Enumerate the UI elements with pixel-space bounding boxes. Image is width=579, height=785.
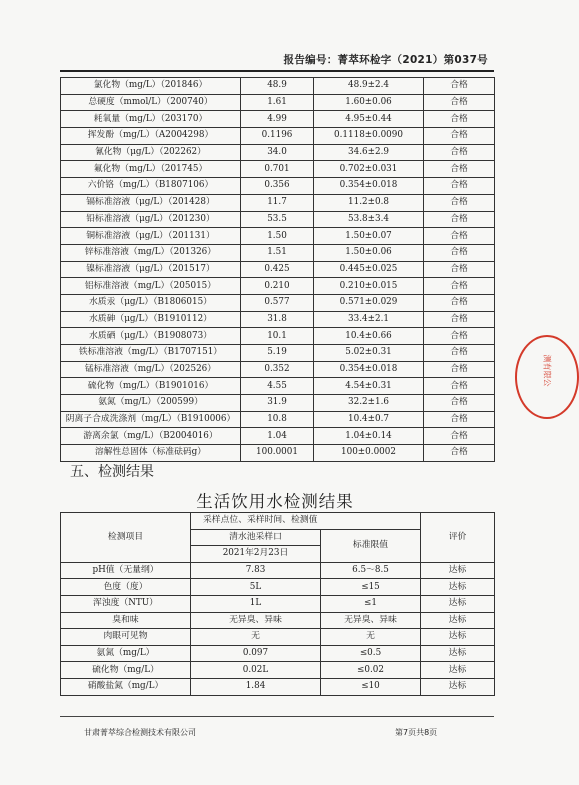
qc-item: 六价铬（mg/L）（B1807106）	[61, 178, 241, 195]
result-limit: 无异臭、异味	[321, 612, 421, 629]
qc-standard: 1.50±0.06	[314, 244, 424, 261]
qc-result: 合格	[424, 161, 495, 178]
qc-row	[61, 78, 495, 95]
result-eval: 达标	[421, 662, 495, 679]
qc-item: 镉标准溶液（μg/L）（201428）	[61, 194, 241, 211]
qc-item: 铅标准溶液（μg/L）（201230）	[61, 211, 241, 228]
qc-result: 合格	[424, 278, 495, 295]
qc-standard: 0.354±0.018	[314, 178, 424, 195]
company-name: 甘肃菁萃综合检测技术有限公司	[84, 728, 196, 737]
qc-row	[61, 445, 495, 462]
qc-row	[61, 411, 495, 428]
page-number: 第7页共8页	[395, 728, 438, 737]
results-table-title: 生活饮用水检测结果	[196, 492, 354, 511]
result-value: 0.097	[191, 645, 321, 662]
qc-result: 合格	[424, 228, 495, 245]
qc-result: 合格	[424, 111, 495, 128]
qc-row	[61, 278, 495, 295]
qc-standard: 100±0.0002	[314, 445, 424, 462]
qc-standard: 53.8±3.4	[314, 211, 424, 228]
qc-measured: 0.356	[241, 178, 314, 195]
result-limit: 6.5～8.5	[321, 562, 421, 579]
qc-row	[61, 128, 495, 145]
qc-measured: 31.9	[241, 395, 314, 412]
qc-measured: 1.61	[241, 94, 314, 111]
qc-result: 合格	[424, 378, 495, 395]
result-eval: 达标	[421, 562, 495, 579]
result-value: 7.83	[191, 562, 321, 579]
result-row	[61, 645, 495, 662]
qc-standard: 0.354±0.018	[314, 361, 424, 378]
qc-item: 耗氧量（mg/L）（203170）	[61, 111, 241, 128]
result-value: 5L	[191, 579, 321, 596]
qc-measured: 0.701	[241, 161, 314, 178]
qc-measured: 10.8	[241, 411, 314, 428]
result-value: 无	[191, 629, 321, 646]
result-item: 浑浊度（NTU）	[61, 595, 191, 612]
qc-measured: 0.1196	[241, 128, 314, 145]
result-row	[61, 629, 495, 646]
company-seal	[515, 335, 579, 419]
result-eval: 达标	[421, 629, 495, 646]
qc-result: 合格	[424, 395, 495, 412]
result-item: 硫化物（mg/L）	[61, 662, 191, 679]
result-value: 1L	[191, 595, 321, 612]
qc-result: 合格	[424, 194, 495, 211]
header-sampling: 采样点位、采样时间、检测值	[191, 513, 421, 530]
qc-standard: 5.02±0.31	[314, 345, 424, 362]
result-row	[61, 612, 495, 629]
result-item: 硝酸盐氮（mg/L）	[61, 678, 191, 695]
qc-result: 合格	[424, 428, 495, 445]
result-limit: ≤15	[321, 579, 421, 596]
result-limit: 无	[321, 629, 421, 646]
result-row	[61, 678, 495, 695]
qc-standard: 1.04±0.14	[314, 428, 424, 445]
quality-control-table	[60, 77, 495, 462]
qc-result: 合格	[424, 94, 495, 111]
qc-result: 合格	[424, 78, 495, 95]
qc-item: 氯化物（mg/L）（201846）	[61, 78, 241, 95]
qc-item: 锰标准溶液（mg/L）（202526）	[61, 361, 241, 378]
header-date: 2021年2月23日	[191, 546, 321, 563]
result-item: 氨氮（mg/L）	[61, 645, 191, 662]
qc-measured: 31.8	[241, 311, 314, 328]
qc-measured: 10.1	[241, 328, 314, 345]
qc-measured: 4.99	[241, 111, 314, 128]
report-number: 报告编号：菁萃环检字（2021）第037号	[283, 54, 488, 66]
qc-measured: 1.04	[241, 428, 314, 445]
qc-row	[61, 345, 495, 362]
header-limit-cell: 标准限值	[321, 529, 421, 562]
qc-standard: 4.54±0.31	[314, 378, 424, 395]
qc-item: 水质硒（μg/L）（B1908073）	[61, 328, 241, 345]
qc-result: 合格	[424, 445, 495, 462]
qc-result: 合格	[424, 244, 495, 261]
qc-result: 合格	[424, 311, 495, 328]
qc-standard: 1.50±0.07	[314, 228, 424, 245]
qc-row	[61, 161, 495, 178]
qc-standard: 11.2±0.8	[314, 194, 424, 211]
qc-row	[61, 328, 495, 345]
seal-text: 测有限公	[542, 354, 552, 387]
header-rule	[60, 70, 494, 72]
qc-row	[61, 111, 495, 128]
qc-standard: 0.571±0.029	[314, 294, 424, 311]
qc-measured: 0.425	[241, 261, 314, 278]
qc-row	[61, 211, 495, 228]
qc-item: 锌标准溶液（mg/L）（201326）	[61, 244, 241, 261]
qc-row	[61, 428, 495, 445]
result-row	[61, 595, 495, 612]
qc-item: 镍标准溶液（μg/L）（201517）	[61, 261, 241, 278]
header-site: 清水池采样口	[191, 529, 321, 546]
qc-item: 氨氮（mg/L）（200599）	[61, 395, 241, 412]
result-item: 色度（度）	[61, 579, 191, 596]
result-row	[61, 562, 495, 579]
qc-result: 合格	[424, 361, 495, 378]
result-item: 臭和味	[61, 612, 191, 629]
result-limit: ≤0.02	[321, 662, 421, 679]
result-eval: 达标	[421, 645, 495, 662]
qc-standard: 0.445±0.025	[314, 261, 424, 278]
qc-standard: 0.1118±0.0090	[314, 128, 424, 145]
qc-item: 挥发酚（mg/L）（A2004298）	[61, 128, 241, 145]
qc-row	[61, 194, 495, 211]
qc-measured: 11.7	[241, 194, 314, 211]
qc-measured: 0.210	[241, 278, 314, 295]
qc-item: 铝标准溶液（mg/L）（205015）	[61, 278, 241, 295]
qc-measured: 34.0	[241, 144, 314, 161]
qc-row	[61, 244, 495, 261]
qc-row	[61, 311, 495, 328]
qc-measured: 4.55	[241, 378, 314, 395]
results-table	[60, 512, 495, 696]
qc-result: 合格	[424, 144, 495, 161]
qc-item: 硫化物（mg/L）（B1901016）	[61, 378, 241, 395]
qc-standard: 32.2±1.6	[314, 395, 424, 412]
qc-item: 溶解性总固体（标准砝码g）	[61, 445, 241, 462]
qc-row	[61, 94, 495, 111]
header-item: 检测项目	[61, 513, 191, 563]
result-eval: 达标	[421, 678, 495, 695]
qc-item: 氰化物（μg/L）（202262）	[61, 144, 241, 161]
qc-measured: 100.0001	[241, 445, 314, 462]
qc-row	[61, 294, 495, 311]
result-item: 肉眼可见物	[61, 629, 191, 646]
header-eval: 评价	[421, 513, 495, 563]
qc-standard: 0.210±0.015	[314, 278, 424, 295]
qc-row	[61, 144, 495, 161]
qc-measured: 0.352	[241, 361, 314, 378]
qc-row	[61, 378, 495, 395]
result-limit: ≤10	[321, 678, 421, 695]
qc-item: 水质汞（μg/L）（B1806015）	[61, 294, 241, 311]
qc-standard: 10.4±0.7	[314, 411, 424, 428]
result-eval: 达标	[421, 612, 495, 629]
result-row	[61, 579, 495, 596]
qc-standard: 1.60±0.06	[314, 94, 424, 111]
qc-measured: 5.19	[241, 345, 314, 362]
qc-item: 氟化物（mg/L）（201745）	[61, 161, 241, 178]
qc-measured: 1.50	[241, 228, 314, 245]
result-value: 1.84	[191, 678, 321, 695]
qc-measured: 0.577	[241, 294, 314, 311]
qc-result: 合格	[424, 328, 495, 345]
qc-item: 游离余氯（mg/L）（B2004016）	[61, 428, 241, 445]
qc-item: 总硬度（mmol/L）（200740）	[61, 94, 241, 111]
qc-standard: 10.4±0.66	[314, 328, 424, 345]
footer-rule	[60, 716, 494, 717]
qc-item: 铜标准溶液（μg/L）（201131）	[61, 228, 241, 245]
qc-row	[61, 178, 495, 195]
result-value: 0.02L	[191, 662, 321, 679]
qc-result: 合格	[424, 178, 495, 195]
result-value: 无异臭、异味	[191, 612, 321, 629]
qc-result: 合格	[424, 261, 495, 278]
qc-measured: 53.5	[241, 211, 314, 228]
qc-standard: 34.6±2.9	[314, 144, 424, 161]
qc-item: 水质砷（μg/L）（B1910112）	[61, 311, 241, 328]
qc-result: 合格	[424, 345, 495, 362]
qc-row	[61, 261, 495, 278]
qc-row	[61, 361, 495, 378]
qc-result: 合格	[424, 411, 495, 428]
result-eval: 达标	[421, 595, 495, 612]
section-heading: 五、检测结果	[70, 464, 154, 480]
qc-item: 阴离子合成洗涤剂（mg/L）（B1910006）	[61, 411, 241, 428]
qc-result: 合格	[424, 294, 495, 311]
qc-result: 合格	[424, 211, 495, 228]
result-limit: ≤1	[321, 595, 421, 612]
qc-standard: 33.4±2.1	[314, 311, 424, 328]
qc-standard: 4.95±0.44	[314, 111, 424, 128]
qc-measured: 48.9	[241, 78, 314, 95]
qc-measured: 1.51	[241, 244, 314, 261]
qc-result: 合格	[424, 128, 495, 145]
qc-item: 铁标准溶液（mg/L）（B1707151）	[61, 345, 241, 362]
qc-standard: 0.702±0.031	[314, 161, 424, 178]
result-row	[61, 662, 495, 679]
qc-standard: 48.9±2.4	[314, 78, 424, 95]
result-limit: ≤0.5	[321, 645, 421, 662]
qc-row	[61, 228, 495, 245]
result-item: pH值（无量纲）	[61, 562, 191, 579]
result-eval: 达标	[421, 579, 495, 596]
qc-row	[61, 395, 495, 412]
